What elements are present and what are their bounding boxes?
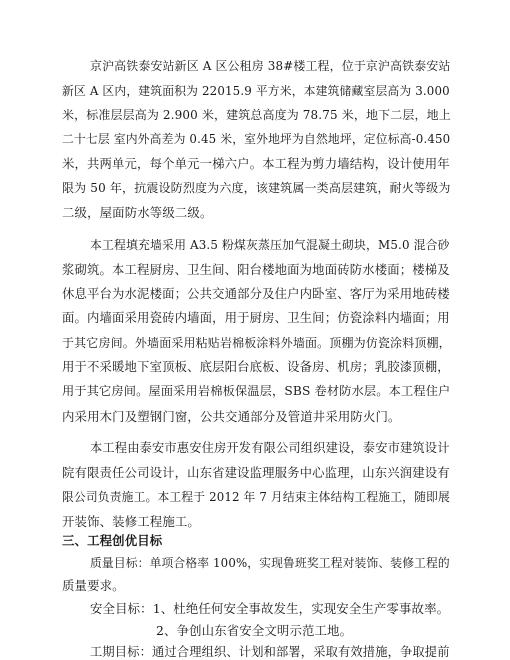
text-line: 米，共两单元，每个单元一梯六户。本工程为剪力墙结构，设计使用年 [62,157,450,171]
text-line: 于其它房间。外墙面采用粘贴岩棉板涂料外墙面。顶棚为仿瓷涂料顶棚， [62,336,451,350]
text-line: 限公司负责施工。本工程于 2012 年 7 月结束主体结构工程施工，随即展 [62,490,450,504]
text-line: 休息平台为水泥楼面；公共交通部分及住户内卧室、客厅为采用地砖楼 [62,287,450,301]
text-line: 质量要求。 [62,578,125,593]
text-line: 面。内墙面采用瓷砖内墙面，用于厨房、卫生间；仿瓷涂料内墙面；用 [62,311,450,325]
safety-target-line: 安全目标：1、杜绝任何安全事故发生，实现安全生产零事故率。 [90,601,450,616]
text-line: 内采用木门及塑钢门窗，公共交通部分及管道井采用防火门。 [62,409,401,424]
text-line: 二级，屋面防水等级二级。 [62,205,213,220]
text-line: 浆砌筑。本工程厨房、卫生间、阳台楼地面为地面砖防水楼面；楼梯及 [62,263,450,277]
text-line: 新区 A 区内，建筑面积为 22015.9 平方米，本建筑储藏室层高为 3.000 [62,84,450,98]
safety-target-item: 2、争创山东省安全文明示范工地。 [156,623,353,638]
text-line: 用于不采暖地下室顶板、底层阳台底板、设备房、机房；乳胶漆顶棚， [62,360,450,374]
text-line: 本工程填充墙采用 A3.5 粉煤灰蒸压加气混凝土砌块，M5.0 混合砂 [90,238,450,252]
text-line: 二十七层 室内外高差为 0.45 米，室外地坪为自然地坪，定位标高-0.450 [62,132,451,146]
text-line: 京沪高铁泰安站新区 A 区公租房 38#楼工程，位于京沪高铁泰安站 [90,59,451,73]
text-line: 本工程由泰安市惠安住房开发有限公司组织建设，泰安市建筑设计 [90,441,450,455]
text-line: 开装饰、装修工程施工。 [62,514,200,529]
section-heading: 三、工程创优目标 [62,533,163,548]
schedule-target-line: 工期目标：通过合理组织、计划和部署，采取有效措施，争取提前 [90,645,450,659]
text-line: 米，标准层层高为 2.900 米，建筑总高度为 78.75 米，地下二层，地上 [62,108,451,122]
text-line: 限为 50 年，抗震设防烈度为六度，该建筑属一类高层建筑，耐火等级为 [62,181,451,195]
text-line: 用于其它房间。屋面采用岩棉板保温层，SBS 卷材防水层。本工程住户 [62,384,451,398]
text-line: 质量目标：单项合格率 100%，实现鲁班奖工程对装饰、装修工程的 [90,556,450,570]
text-line: 院有限责任公司设计，山东省建设监理服务中心监理，山东兴润建设有 [62,466,450,480]
